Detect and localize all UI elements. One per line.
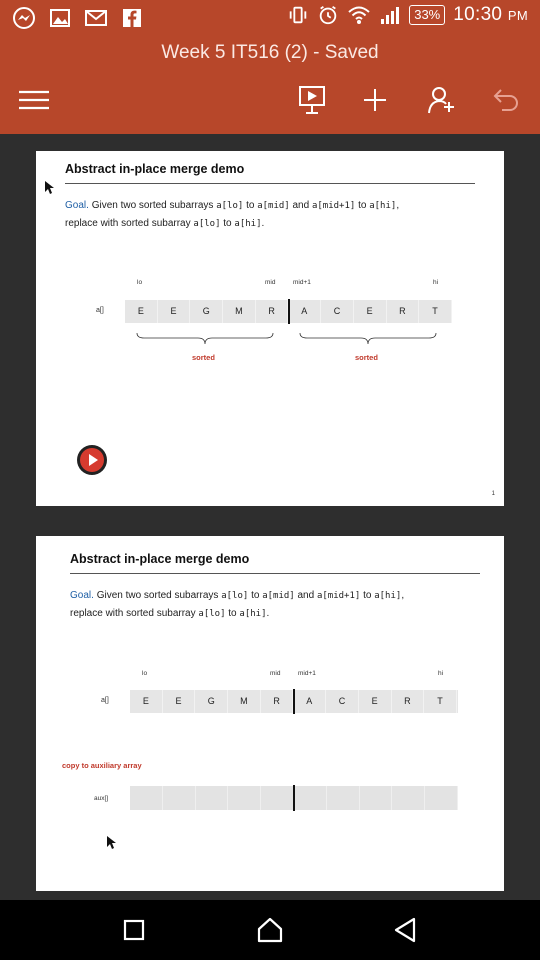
index-lo: lo bbox=[137, 279, 143, 286]
aux-cell bbox=[130, 786, 163, 810]
alarm-icon bbox=[317, 4, 339, 26]
array-cell: C bbox=[326, 690, 359, 713]
aux-cell bbox=[228, 786, 261, 810]
back-icon[interactable] bbox=[389, 914, 421, 946]
array-cell: E bbox=[158, 300, 191, 323]
signal-icon bbox=[379, 4, 401, 26]
aux-label: aux[] bbox=[94, 795, 109, 802]
facebook-icon bbox=[120, 6, 144, 30]
index-lo: lo bbox=[142, 670, 148, 677]
aux-cell bbox=[294, 786, 327, 810]
slide-canvas[interactable] bbox=[0, 134, 540, 900]
code-hi-2: a[hi] bbox=[239, 609, 267, 619]
aux-mid-divider bbox=[293, 785, 295, 811]
array-label: a[] bbox=[101, 697, 109, 704]
gallery-icon bbox=[48, 6, 72, 30]
goal-to-3: to bbox=[223, 218, 232, 229]
gmail-icon bbox=[84, 6, 108, 30]
battery-indicator: 33% bbox=[409, 5, 445, 25]
array-cell: T bbox=[424, 690, 457, 713]
aux-cell bbox=[392, 786, 425, 810]
code-mid1: a[mid+1] bbox=[316, 591, 361, 601]
code-lo: a[lo] bbox=[216, 201, 244, 211]
slide-title: Abstract in-place merge demo bbox=[70, 552, 250, 566]
code-hi: a[hi] bbox=[369, 201, 397, 211]
aux-cell bbox=[360, 786, 393, 810]
app-header bbox=[0, 36, 540, 134]
array-cell: M bbox=[228, 690, 261, 713]
pointer-cursor-icon bbox=[45, 181, 55, 195]
left-brace bbox=[136, 332, 274, 346]
array-cell: A bbox=[288, 300, 321, 323]
goal-to-2: to bbox=[363, 590, 372, 601]
sorted-label-left: sorted bbox=[192, 353, 215, 362]
index-mid: mid bbox=[265, 279, 276, 286]
index-mid1: mid+1 bbox=[293, 279, 311, 286]
wifi-icon bbox=[347, 4, 371, 26]
goal-label: Goal. bbox=[65, 200, 89, 211]
aux-cell bbox=[196, 786, 229, 810]
menu-icon[interactable] bbox=[16, 84, 52, 116]
goal-text-1: Given two sorted subarrays bbox=[91, 200, 214, 211]
navigation-bar bbox=[0, 900, 540, 960]
recents-icon[interactable] bbox=[118, 914, 150, 946]
index-mid1: mid+1 bbox=[298, 670, 316, 677]
aux-cell bbox=[327, 786, 360, 810]
messenger-icon bbox=[12, 6, 36, 30]
page-number: 1 bbox=[491, 491, 495, 497]
code-lo: a[lo] bbox=[221, 591, 249, 601]
home-icon[interactable] bbox=[254, 914, 286, 946]
code-mid: a[mid] bbox=[257, 201, 290, 211]
goal-text bbox=[65, 197, 485, 233]
array-cell: A bbox=[293, 690, 326, 713]
undo-icon[interactable] bbox=[488, 84, 524, 116]
array-cell: M bbox=[223, 300, 256, 323]
mid-divider bbox=[293, 689, 295, 714]
goal-to-1: to bbox=[251, 590, 260, 601]
goal-label: Goal. bbox=[70, 590, 94, 601]
array-cell: E bbox=[130, 690, 163, 713]
index-mid: mid bbox=[270, 670, 281, 677]
goal-to-2: to bbox=[358, 200, 367, 211]
array-cell: R bbox=[256, 300, 289, 323]
array-label: a[] bbox=[96, 307, 104, 314]
goal-to-3: to bbox=[228, 608, 237, 619]
slide-1[interactable] bbox=[36, 151, 504, 506]
code-mid1: a[mid+1] bbox=[311, 201, 356, 211]
array-cell: R bbox=[261, 690, 294, 713]
code-mid: a[mid] bbox=[262, 591, 295, 601]
code-lo-2: a[lo] bbox=[198, 609, 226, 619]
array-cell: E bbox=[359, 690, 392, 713]
index-hi: hi bbox=[438, 670, 444, 677]
index-hi: hi bbox=[433, 279, 439, 286]
goal-period: . bbox=[266, 608, 270, 619]
code-hi-2: a[hi] bbox=[234, 219, 262, 229]
slide-title: Abstract in-place merge demo bbox=[65, 162, 245, 176]
array-cell: G bbox=[195, 690, 228, 713]
goal-to-1: to bbox=[246, 200, 255, 211]
goal-text bbox=[70, 587, 490, 623]
array-cell: C bbox=[321, 300, 354, 323]
array-cell: R bbox=[387, 300, 420, 323]
slide-2[interactable] bbox=[36, 536, 504, 891]
right-brace bbox=[299, 332, 437, 346]
mid-divider bbox=[288, 299, 290, 324]
goal-comma: , bbox=[401, 590, 405, 601]
array-cell: E bbox=[125, 300, 158, 323]
clock-ampm: PM bbox=[507, 8, 528, 23]
code-hi: a[hi] bbox=[374, 591, 402, 601]
goal-comma: , bbox=[396, 200, 400, 211]
goal-and: and bbox=[297, 590, 315, 601]
array-cell: G bbox=[190, 300, 223, 323]
goal-and: and bbox=[292, 200, 310, 211]
goal-text-1: Given two sorted subarrays bbox=[96, 590, 219, 601]
status-bar bbox=[0, 0, 540, 36]
goal-text-2: replace with sorted subarray bbox=[70, 608, 196, 619]
array-cell: R bbox=[392, 690, 425, 713]
array-cell: E bbox=[354, 300, 387, 323]
present-icon[interactable] bbox=[294, 84, 330, 116]
aux-cell bbox=[163, 786, 196, 810]
aux-cell bbox=[261, 786, 294, 810]
goal-period: . bbox=[261, 218, 265, 229]
document-title[interactable]: Week 5 IT516 (2) - Saved bbox=[161, 42, 379, 63]
pointer-cursor-icon bbox=[107, 836, 117, 850]
title-rule bbox=[70, 573, 480, 574]
notification-icons bbox=[12, 6, 144, 30]
copy-label: copy to auxiliary array bbox=[62, 761, 142, 770]
vibrate-icon bbox=[287, 4, 309, 26]
title-rule bbox=[65, 183, 475, 184]
add-icon[interactable] bbox=[357, 84, 393, 116]
code-lo-2: a[lo] bbox=[193, 219, 221, 229]
array-cell: T bbox=[419, 300, 452, 323]
play-button[interactable] bbox=[76, 444, 108, 476]
system-status bbox=[287, 4, 528, 26]
clock-time: 10:30 bbox=[453, 4, 503, 25]
sorted-label-right: sorted bbox=[355, 353, 378, 362]
aux-cell bbox=[425, 786, 458, 810]
clock bbox=[453, 4, 528, 26]
goal-text-2: replace with sorted subarray bbox=[65, 218, 191, 229]
share-person-icon[interactable] bbox=[424, 84, 460, 116]
array-cell: E bbox=[163, 690, 196, 713]
